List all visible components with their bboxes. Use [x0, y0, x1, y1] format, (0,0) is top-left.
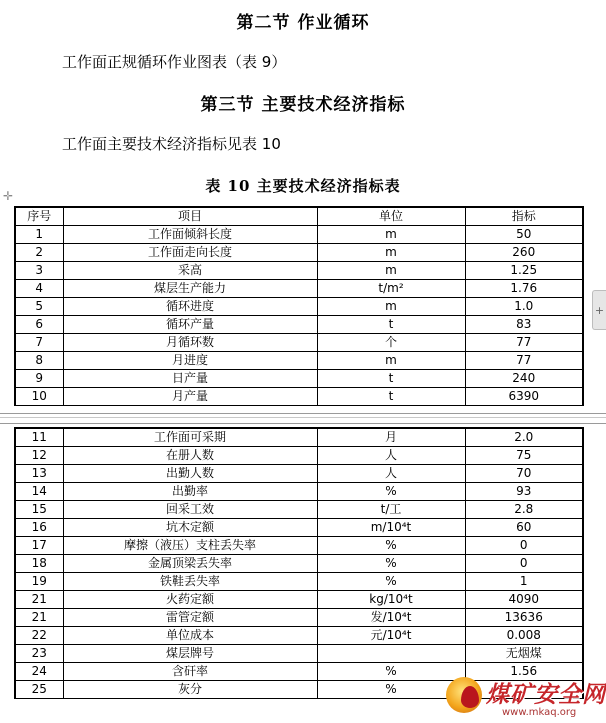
header-index: 序号	[15, 207, 63, 226]
table-row	[15, 609, 583, 627]
cell-value: 0	[465, 537, 583, 555]
cell-unit: kg/10⁴t	[317, 591, 465, 609]
cell-index: 16	[15, 519, 63, 537]
header-value: 指标	[465, 207, 583, 226]
cell-value: 1.76	[465, 280, 583, 298]
cell-value: 2.8	[465, 501, 583, 519]
cell-value: 6390	[465, 388, 583, 406]
table-row	[15, 519, 583, 537]
cell-index: 7	[15, 334, 63, 352]
cell-index: 15	[15, 501, 63, 519]
cell-index: 5	[15, 298, 63, 316]
cell-unit: t/m²	[317, 280, 465, 298]
cell-item: 工作面走向长度	[63, 244, 317, 262]
cell-item: 回采工效	[63, 501, 317, 519]
indicator-table-part2	[14, 427, 584, 699]
cell-index: 10	[15, 388, 63, 406]
table-row	[15, 262, 583, 280]
cell-value: 4090	[465, 591, 583, 609]
cell-item: 循环进度	[63, 298, 317, 316]
cell-item: 日产量	[63, 370, 317, 388]
cell-unit: %	[317, 681, 465, 699]
cell-value: 2.0	[465, 428, 583, 447]
cell-item: 单位成本	[63, 627, 317, 645]
cell-index: 12	[15, 447, 63, 465]
cell-item: 火药定额	[63, 591, 317, 609]
cell-index: 21	[15, 609, 63, 627]
table-row	[15, 280, 583, 298]
cell-item: 雷管定额	[63, 609, 317, 627]
cell-index: 8	[15, 352, 63, 370]
cell-value: 无烟煤	[465, 645, 583, 663]
cell-item: 月产量	[63, 388, 317, 406]
cell-unit: %	[317, 537, 465, 555]
cell-value: 13636	[465, 609, 583, 627]
cell-value: 50	[465, 226, 583, 244]
cell-item: 月进度	[63, 352, 317, 370]
cell-index: 19	[15, 573, 63, 591]
cell-index: 6	[15, 316, 63, 334]
cell-unit: 人	[317, 447, 465, 465]
table-row	[15, 447, 583, 465]
cell-index: 23	[15, 645, 63, 663]
table-row	[15, 244, 583, 262]
cell-value: 75	[465, 447, 583, 465]
section2-heading: 第二节 作业循环	[236, 13, 370, 33]
site-watermark	[440, 674, 606, 723]
cell-index: 4	[15, 280, 63, 298]
watermark-text: 煤矿安全网	[486, 681, 606, 708]
cell-value: 240	[465, 370, 583, 388]
cell-value: 260	[465, 244, 583, 262]
cell-value: 1	[465, 573, 583, 591]
cell-unit: m	[317, 262, 465, 280]
table-row	[15, 645, 583, 663]
cell-unit: 人	[317, 465, 465, 483]
cell-item: 金属顶梁丢失率	[63, 555, 317, 573]
cell-value: 93	[465, 483, 583, 501]
section3-heading: 第三节 主要技术经济指标	[200, 95, 406, 115]
cell-item: 循环产量	[63, 316, 317, 334]
cell-unit: 月	[317, 428, 465, 447]
cell-unit: %	[317, 663, 465, 681]
cell-index: 22	[15, 627, 63, 645]
cell-item: 摩擦（液压）支柱丢失率	[63, 537, 317, 555]
cell-item: 采高	[63, 262, 317, 280]
cell-value: 1.56	[465, 663, 583, 681]
cell-index: 21	[15, 591, 63, 609]
cell-item: 在册人数	[63, 447, 317, 465]
cell-value: 0.008	[465, 627, 583, 645]
table-header-row	[15, 207, 583, 226]
table-row	[15, 501, 583, 519]
watermark-logo-icon	[446, 677, 482, 713]
header-unit: 单位	[317, 207, 465, 226]
watermark-url: www.mkaq.org	[502, 707, 577, 718]
cell-item: 月循环数	[63, 334, 317, 352]
section2-paragraph: 工作面正规循环作业图表（表 9）	[62, 53, 287, 71]
side-panel-toggle[interactable]: +	[592, 290, 606, 330]
cell-index: 13	[15, 465, 63, 483]
table-row	[15, 465, 583, 483]
cell-index: 17	[15, 537, 63, 555]
table-row	[15, 334, 583, 352]
table-row	[15, 483, 583, 501]
cell-index: 1	[15, 226, 63, 244]
cell-index: 9	[15, 370, 63, 388]
cell-value: 70	[465, 465, 583, 483]
cell-unit: t	[317, 316, 465, 334]
table-row	[15, 591, 583, 609]
cell-item: 煤层牌号	[63, 645, 317, 663]
cell-unit: 元/10⁴t	[317, 627, 465, 645]
cell-value: 0	[465, 555, 583, 573]
cell-item: 出勤率	[63, 483, 317, 501]
cell-item: 煤层生产能力	[63, 280, 317, 298]
cell-unit: %	[317, 555, 465, 573]
table-row	[15, 316, 583, 334]
page-break-separator	[0, 413, 606, 424]
cell-unit: t	[317, 388, 465, 406]
cell-unit: m	[317, 226, 465, 244]
cell-unit: %	[317, 573, 465, 591]
cell-unit: 发/10⁴t	[317, 609, 465, 627]
cell-value: 77	[465, 334, 583, 352]
table-row	[15, 352, 583, 370]
cell-value: 60	[465, 519, 583, 537]
cell-item: 工作面可采期	[63, 428, 317, 447]
table-row	[15, 388, 583, 406]
table-caption: 表 10 主要技术经济指标表	[205, 177, 401, 195]
cell-value: 83	[465, 316, 583, 334]
cell-unit: m	[317, 244, 465, 262]
cell-item: 灰分	[63, 681, 317, 699]
cell-unit: t	[317, 370, 465, 388]
cell-value: 1.25	[465, 262, 583, 280]
table-row	[15, 555, 583, 573]
cell-item: 出勤人数	[63, 465, 317, 483]
indicator-table-part1	[14, 206, 584, 406]
cell-unit: m	[317, 352, 465, 370]
cell-index: 25	[15, 681, 63, 699]
cell-index: 24	[15, 663, 63, 681]
cell-unit: 个	[317, 334, 465, 352]
cell-item: 含矸率	[63, 663, 317, 681]
table-row	[15, 428, 583, 447]
cell-value: 1.0	[465, 298, 583, 316]
table-row	[15, 573, 583, 591]
table-move-handle-icon[interactable]: ✛	[3, 189, 14, 203]
section3-paragraph: 工作面主要技术经济指标见表 10	[62, 135, 281, 153]
table-row	[15, 298, 583, 316]
cell-item: 铁鞋丢失率	[63, 573, 317, 591]
cell-unit: %	[317, 483, 465, 501]
cell-unit: m	[317, 298, 465, 316]
cell-index: 11	[15, 428, 63, 447]
table-row	[15, 226, 583, 244]
table-row	[15, 370, 583, 388]
cell-index: 18	[15, 555, 63, 573]
cell-index: 14	[15, 483, 63, 501]
cell-index: 2	[15, 244, 63, 262]
cell-value: 77	[465, 352, 583, 370]
cell-unit	[317, 645, 465, 663]
table-row	[15, 537, 583, 555]
table-row	[15, 627, 583, 645]
cell-item: 工作面倾斜长度	[63, 226, 317, 244]
cell-unit: m/10⁴t	[317, 519, 465, 537]
cell-unit: t/工	[317, 501, 465, 519]
cell-item: 坑木定额	[63, 519, 317, 537]
header-item: 项目	[63, 207, 317, 226]
cell-index: 3	[15, 262, 63, 280]
